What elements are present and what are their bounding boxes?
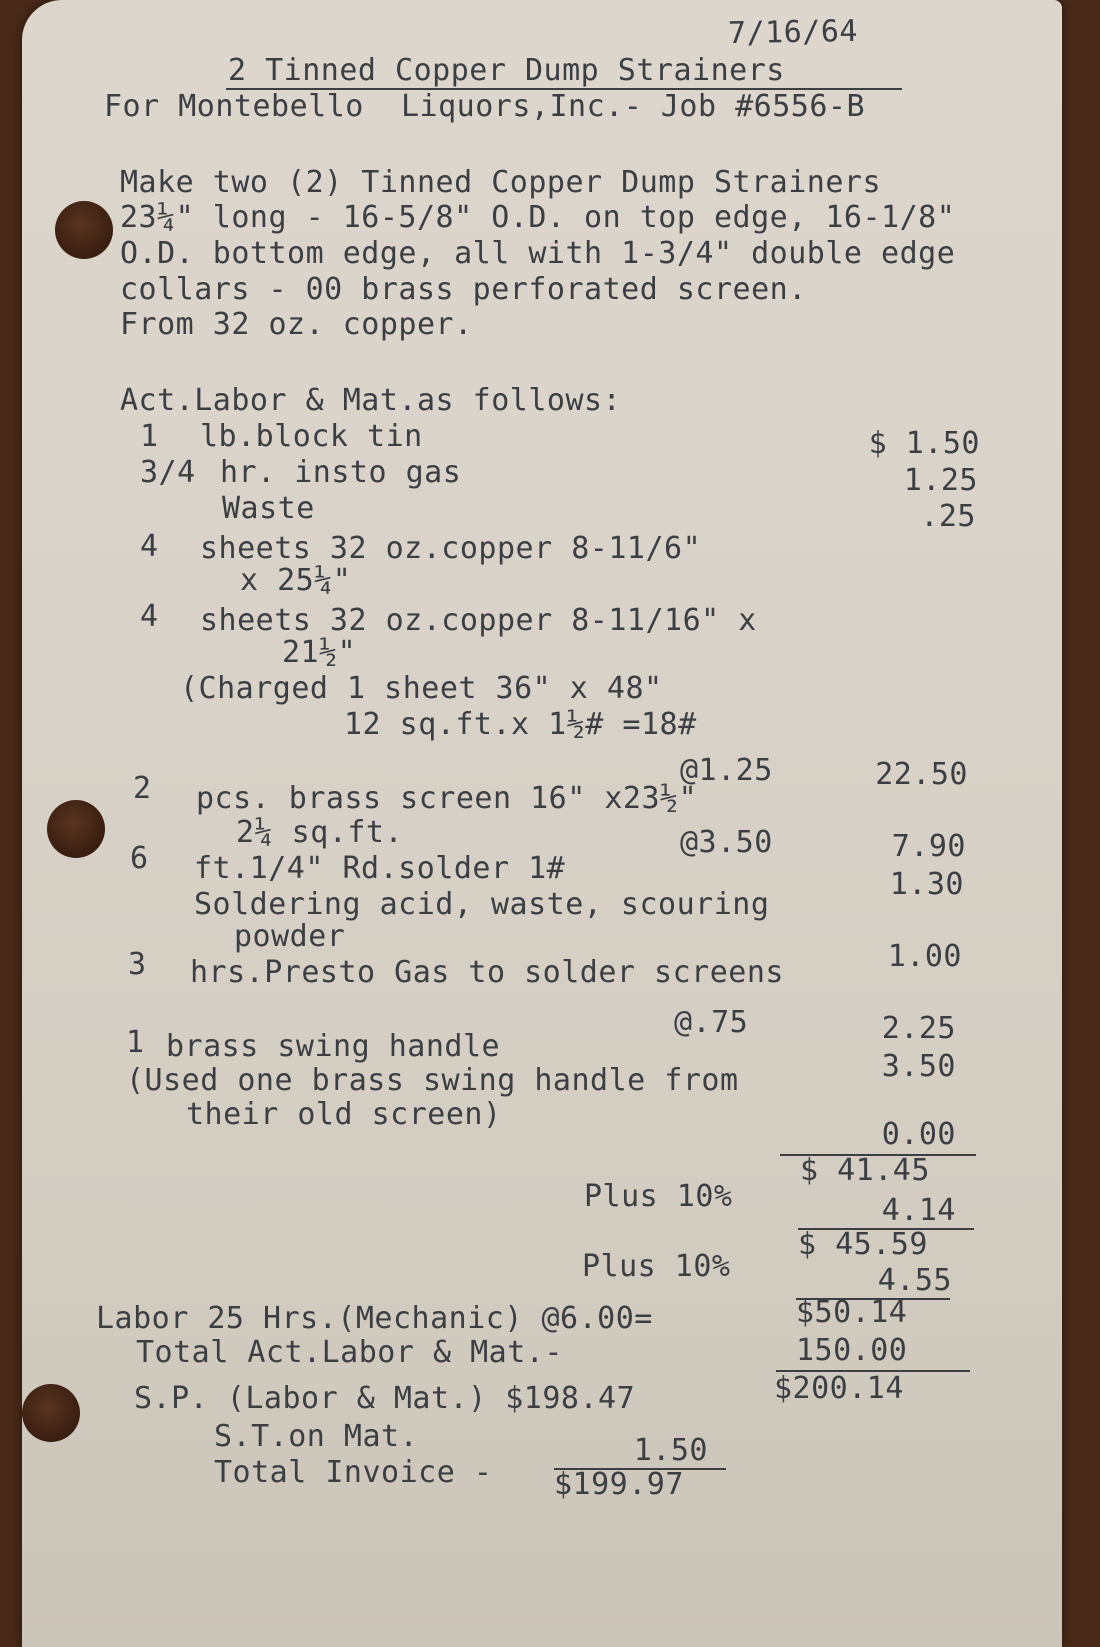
description-line: From 32 oz. copper. <box>120 307 473 342</box>
item-desc: ft.1/4" Rd.solder 1# <box>194 851 566 886</box>
item-amount: 2.25 <box>881 1011 956 1046</box>
punch-hole <box>55 201 113 259</box>
item-desc: (Used one brass swing handle from <box>126 1063 739 1098</box>
description-line: collars - 00 brass perforated screen. <box>120 272 807 307</box>
labor-amount: 150.00 <box>796 1333 908 1368</box>
item-desc: sheets 32 oz.copper 8-11/6" <box>200 531 702 566</box>
job-title: 2 Tinned Copper Dump Strainers <box>228 53 785 88</box>
customer-line: For Montebello Liquors,Inc.- Job #6556-B <box>104 89 866 124</box>
item-desc: pcs. brass screen 16" x23½" <box>196 781 698 816</box>
item-rate: @1.25 <box>680 753 773 788</box>
item-amount: 7.90 <box>891 829 966 864</box>
item-desc: 21½" <box>282 635 357 670</box>
subtotal: $50.14 <box>796 1295 908 1330</box>
item-qty: 4 <box>140 529 159 564</box>
date: 7/16/64 <box>727 13 859 52</box>
markup-label: Plus 10% <box>582 1249 731 1284</box>
subtotal: $ 45.59 <box>798 1227 928 1262</box>
item-qty: 4 <box>140 599 159 634</box>
item-desc: their old screen) <box>186 1097 502 1132</box>
item-amount: 1.30 <box>889 867 964 902</box>
item-qty: 2 <box>133 771 152 806</box>
item-qty: 1 <box>140 419 159 454</box>
sales-tax-label: S.T.on Mat. <box>214 1419 419 1454</box>
item-amount: 22.50 <box>875 757 968 792</box>
item-amount: .25 <box>920 499 976 534</box>
item-desc: brass swing handle <box>166 1029 501 1064</box>
labor-label: Labor 25 Hrs.(Mechanic) @6.00= <box>96 1301 653 1336</box>
item-note: 12 sq.ft.x 1½# =18# <box>344 707 697 742</box>
item-amount: 0.00 <box>881 1117 956 1152</box>
item-note: (Charged 1 sheet 36" x 48" <box>180 671 663 706</box>
item-desc: hrs.Presto Gas to solder screens <box>190 955 784 990</box>
item-amount: 3.50 <box>881 1049 956 1084</box>
punch-hole <box>22 1384 80 1442</box>
item-desc: Soldering acid, waste, scouring <box>194 887 770 922</box>
total-amount: $200.14 <box>774 1371 904 1406</box>
sale-price-line: S.P. (Labor & Mat.) $198.47 <box>134 1381 636 1416</box>
item-rate: @3.50 <box>680 825 773 860</box>
total-label: Total Act.Labor & Mat.- <box>136 1335 563 1370</box>
item-qty: 6 <box>130 841 149 876</box>
section-heading: Act.Labor & Mat.as follows: <box>120 383 622 418</box>
item-desc: sheets 32 oz.copper 8-11/16" x <box>200 603 757 638</box>
item-desc: lb.block tin <box>200 419 423 454</box>
item-desc: 2¼ sq.ft. <box>236 815 404 850</box>
item-amount: $ 1.50 <box>868 426 980 461</box>
item-desc: x 25¼" <box>240 563 352 598</box>
item-qty: 3/4 <box>140 455 196 490</box>
punch-hole <box>47 800 105 858</box>
invoice-total: $199.97 <box>554 1467 684 1502</box>
description-line: 23¼" long - 16-5/8" O.D. on top edge, 16-1/8" <box>120 200 956 235</box>
markup-amount: 4.14 <box>881 1193 956 1228</box>
markup-label: Plus 10% <box>584 1179 733 1214</box>
item-rate: @.75 <box>674 1005 749 1040</box>
subtotal: $ 41.45 <box>800 1153 930 1188</box>
item-desc: Waste <box>222 491 315 526</box>
description-line: O.D. bottom edge, all with 1-3/4" double edge <box>120 236 956 271</box>
item-qty: 1 <box>126 1025 145 1060</box>
item-qty: 3 <box>128 947 147 982</box>
item-desc: hr. insto gas <box>220 455 462 490</box>
item-desc: powder <box>234 919 346 954</box>
item-amount: 1.00 <box>887 939 962 974</box>
item-amount: 1.25 <box>903 463 978 498</box>
sales-tax-amount: 1.50 <box>633 1433 708 1468</box>
invoice-label: Total Invoice - <box>214 1455 493 1490</box>
description-line: Make two (2) Tinned Copper Dump Strainers <box>120 165 882 200</box>
markup-amount: 4.55 <box>877 1263 952 1298</box>
